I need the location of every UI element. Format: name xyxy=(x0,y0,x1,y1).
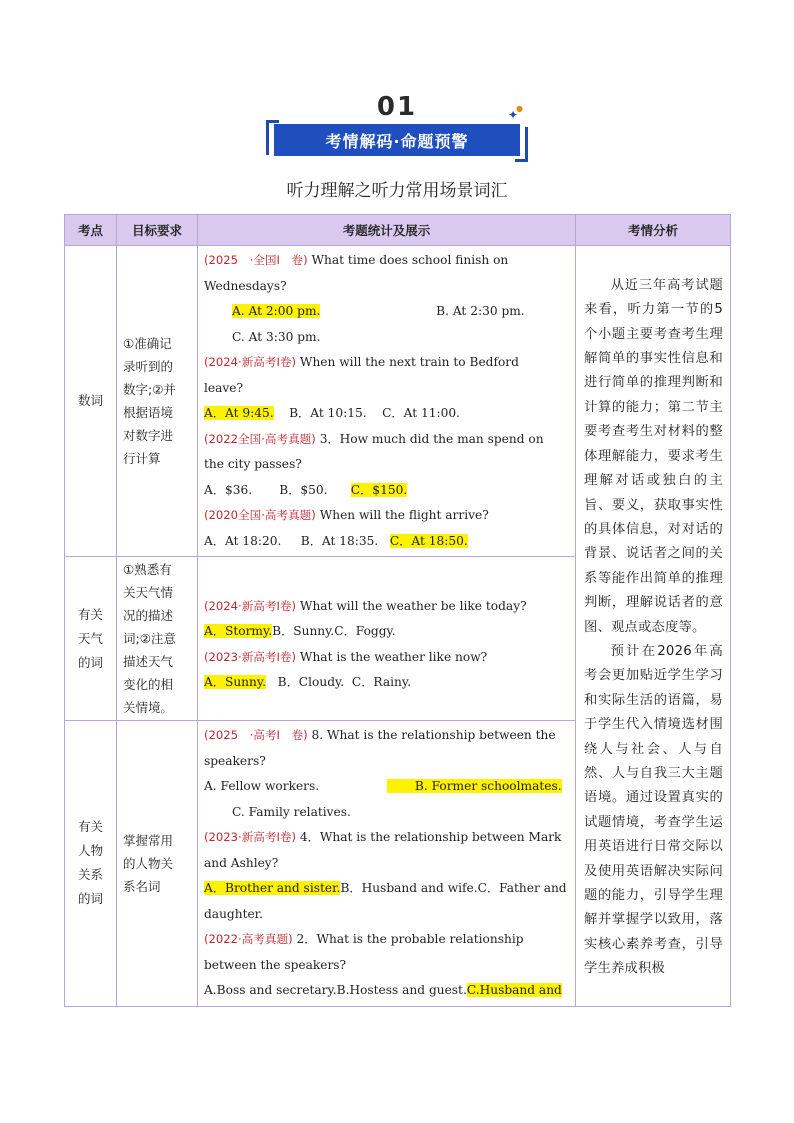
goal-cell xyxy=(117,721,198,1007)
option-b: B．$50. xyxy=(279,482,328,497)
options-line xyxy=(204,619,569,645)
goal-line: ①熟悉有 xyxy=(123,562,172,577)
question-line xyxy=(204,927,569,953)
goal-line: 关天气情 xyxy=(123,585,174,600)
stats-cell xyxy=(198,721,576,1007)
option-c: C. Family relatives. xyxy=(232,804,351,819)
option-c: C．At 11:00. xyxy=(382,406,460,420)
banner xyxy=(266,120,528,162)
question-source: (2023·新高考Ⅰ卷) xyxy=(204,830,297,844)
question-line xyxy=(204,503,569,529)
goal-line: 关情境。 xyxy=(123,700,174,715)
goal-line: 的人物关 xyxy=(123,855,174,871)
question-source: (2023·新高考Ⅰ卷) xyxy=(204,649,297,664)
kaodian-text: 关系 xyxy=(77,867,103,883)
table-header-row xyxy=(65,215,731,246)
header-goal: 目标要求 xyxy=(117,215,198,246)
option-c: C．At 18:50. xyxy=(389,533,468,548)
kaodian-text: 数词 xyxy=(77,393,103,408)
question-text: What time does school finish on xyxy=(311,253,509,267)
goal-line: 对数字进 xyxy=(123,428,174,443)
option-c: C.Husband and xyxy=(466,983,562,997)
goal-line: 录听到的 xyxy=(123,359,174,374)
option-a: A.Boss and secretary. xyxy=(204,983,337,997)
option-a: A．Brother and sister. xyxy=(204,881,341,895)
question-text: 3．How much did the man spend on xyxy=(319,431,544,446)
goal-line: 行计算 xyxy=(123,451,161,466)
question-source: (2025 ·全国Ⅰ 卷) xyxy=(204,253,308,267)
option-a: A. Fellow workers. xyxy=(204,779,320,793)
goal-line: 词;②注意 xyxy=(123,631,176,646)
option-c: C．$150. xyxy=(350,482,408,497)
option-c: C．Foggy. xyxy=(334,624,396,638)
section-number: 01 xyxy=(376,92,418,122)
question-text: 2．What is the probable relationship xyxy=(296,932,524,946)
option-c: C．Rainy. xyxy=(351,675,412,689)
kaodian-cell xyxy=(65,246,117,557)
question-text: speakers? xyxy=(204,753,266,768)
kaodian-text: 有关 xyxy=(77,606,103,622)
kaodian-text: 有关 xyxy=(77,819,103,835)
option-a: A．Stormy. xyxy=(204,624,273,638)
question-text: When will the next train to Bedford xyxy=(299,355,519,369)
question-text: When will the flight arrive? xyxy=(319,508,489,522)
options-line xyxy=(204,978,569,1004)
question-line xyxy=(204,427,569,453)
header-analysis: 考情分析 xyxy=(576,215,731,246)
option-c: C．Father and xyxy=(477,881,567,895)
table-row xyxy=(65,246,731,557)
question-source: (2024·新高考Ⅰ卷) xyxy=(204,355,297,369)
dot-icon: ● xyxy=(516,104,523,113)
question-text: 8. What is the relationship between the xyxy=(311,728,556,742)
analysis-paragraph: 预计在2026年高考会更加贴近学生学习和实际生活的语篇，易于学生代入情境选材围绕人与社会、人与自然、人与自我三大主题语境。通过设置真实的试题情境，考查学生运用英语进行日常交际以及使用英语解决实际问题的能力，引导学生理解并掌握学以致用，落实核心素养考查，引导学生养成积极 xyxy=(584,643,723,977)
banner-label: 考情解码·命题预警 xyxy=(274,124,520,156)
options-line xyxy=(204,529,569,555)
question-line xyxy=(204,645,569,671)
options-line xyxy=(204,299,569,325)
question-text: the city passes? xyxy=(204,457,302,471)
option-c: C. At 3:30 pm. xyxy=(232,329,321,344)
question-line xyxy=(204,825,569,851)
stats-cell xyxy=(198,557,576,721)
question-line xyxy=(204,723,569,749)
options-line xyxy=(204,876,569,902)
sparkle-icon: ✦ xyxy=(508,108,519,122)
question-text: What is the weather like now? xyxy=(299,649,488,664)
question-text: Wednesdays? xyxy=(204,278,287,293)
goal-line: 掌握常用 xyxy=(123,832,174,848)
kaodian-text: 人物 xyxy=(77,843,103,859)
question-source: (2022全国·高考真题) xyxy=(204,431,316,446)
option-a: A．At 9:45. xyxy=(204,406,274,420)
goal-line: 数字;②并 xyxy=(123,382,176,397)
question-text: between the speakers? xyxy=(204,957,347,972)
header-stats: 考题统计及展示 xyxy=(198,215,576,246)
goal-line: 系名词 xyxy=(123,878,161,894)
option-c-continued: daughter. xyxy=(204,906,264,921)
question-line xyxy=(204,248,569,274)
option-b: B. Former schoolmates. xyxy=(387,779,562,793)
kaodian-text: 的词 xyxy=(77,654,103,670)
kaodian-text: 的词 xyxy=(77,891,103,907)
option-a: A. At 2:00 pm. xyxy=(232,304,321,318)
options-line xyxy=(204,401,569,427)
option-a: A．At 18:20. xyxy=(204,533,282,548)
options-line xyxy=(204,670,569,696)
question-source: (2024·新高考Ⅰ卷) xyxy=(204,598,297,613)
question-text: and Ashley? xyxy=(204,855,279,870)
goal-line: ①准确记 xyxy=(123,336,172,351)
kaodian-text: 天气 xyxy=(77,630,103,646)
question-line xyxy=(204,350,569,376)
question-text: leave? xyxy=(204,380,244,395)
options-line xyxy=(204,478,569,504)
header-kaodian: 考点 xyxy=(65,215,117,246)
analysis-paragraph: 从近三年高考试题来看，听力第一节的5个小题主要考查考生理解简单的事实性信息和进行简单的推理判断和计算的能力；第二节主要考查考生对材料的整体理解能力，要求考生理解对话或独白的主旨、要义，获取事实性的具体信息，对对话的背景、说话者之间的关系等能作出简单的推理判断，理解说话者的意图、观点或态度等。 xyxy=(584,277,723,635)
option-b: B．At 10:15. xyxy=(289,406,367,420)
option-b: B．Husband and wife. xyxy=(340,881,478,895)
question-line xyxy=(204,594,569,620)
option-b: B．At 18:35. xyxy=(300,533,379,548)
goal-line: 描述天气 xyxy=(123,654,174,669)
options-line xyxy=(204,774,569,800)
goal-line: 根据语境 xyxy=(123,405,174,420)
analysis-cell xyxy=(576,246,731,1007)
option-b: B.Hostess and guest. xyxy=(336,983,467,997)
question-source: (2025 ·高考Ⅰ 卷) xyxy=(204,728,308,742)
question-text: 4．What is the relationship between Mark xyxy=(299,830,562,844)
kaodian-cell xyxy=(65,721,117,1007)
stats-cell xyxy=(198,246,576,557)
option-b: B．Sunny. xyxy=(272,624,335,638)
goal-cell xyxy=(117,557,198,721)
question-source: (2020全国·高考真题) xyxy=(204,508,316,522)
document-title: 听力理解之听力常用场景词汇 xyxy=(286,181,508,201)
goal-line: 况的描述 xyxy=(123,608,174,623)
kaodian-cell xyxy=(65,557,117,721)
option-b: B．Cloudy. xyxy=(277,675,345,689)
question-source: (2022·高考真题) xyxy=(204,932,293,946)
question-text: What will the weather be like today? xyxy=(299,598,527,613)
option-a: A．$36. xyxy=(204,482,253,497)
option-b: B. At 2:30 pm. xyxy=(436,304,525,318)
goal-line: 变化的相 xyxy=(123,677,174,692)
option-a: A．Sunny. xyxy=(204,675,267,689)
exam-analysis-table xyxy=(64,214,731,1007)
goal-cell xyxy=(117,246,198,557)
